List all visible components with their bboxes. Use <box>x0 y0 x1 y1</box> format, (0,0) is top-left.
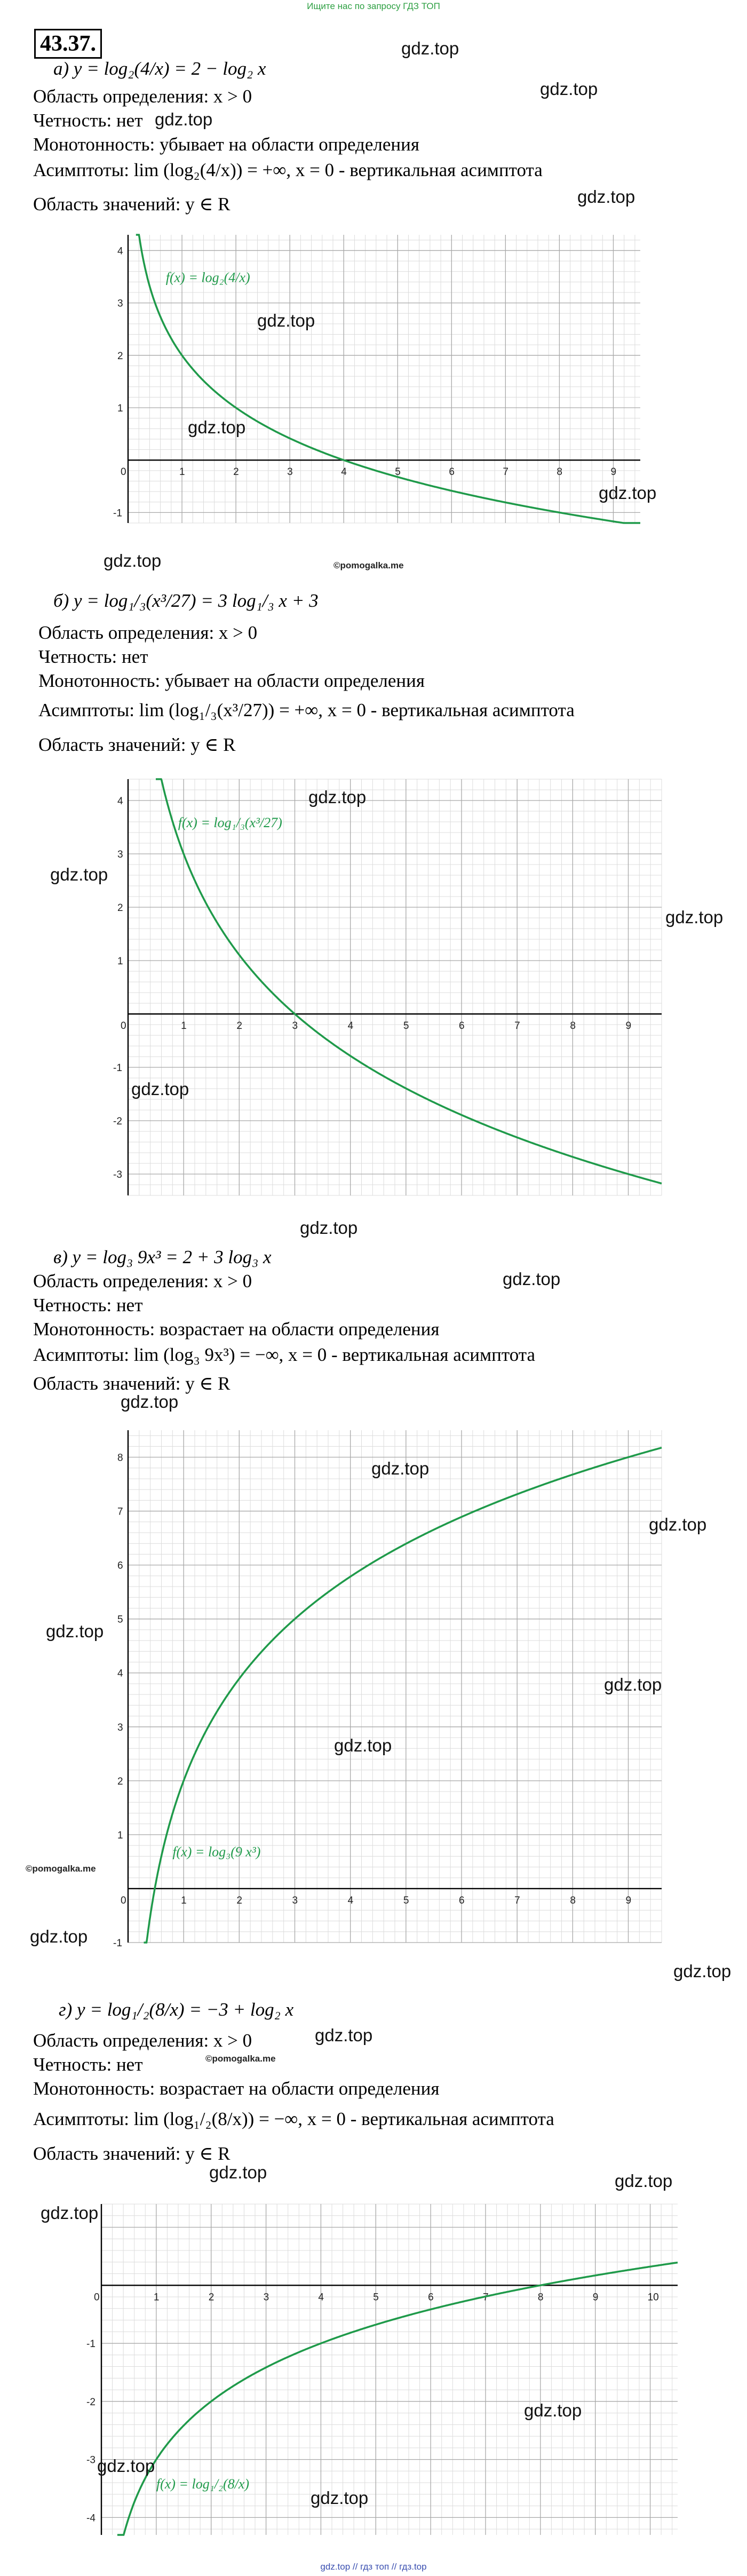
watermark: gdz.top <box>524 2400 582 2420</box>
part-c-plot <box>107 1409 683 1964</box>
watermark: gdz.top <box>131 1079 189 1099</box>
y-tick-label: -1 <box>113 508 122 519</box>
x-tick-label: 9 <box>625 1020 632 1032</box>
x-tick-label: 8 <box>537 2292 544 2303</box>
y-tick-label: -1 <box>113 1938 122 1949</box>
y-tick-label: 3 <box>117 849 123 860</box>
x-tick-label: 4 <box>347 1895 354 1906</box>
copyright-watermark: ©pomogalka.me <box>26 1864 96 1874</box>
y-tick-label: 1 <box>117 1829 123 1841</box>
watermark: gdz.top <box>604 1675 662 1694</box>
x-tick-label: 2 <box>236 1020 242 1032</box>
function-label: f(x) = log₃(9 x³) <box>172 1844 261 1860</box>
y-tick-label: 2 <box>117 350 123 362</box>
part-a-heading: а) y = log₂(4/x) = 2 − log₂ x <box>53 58 266 79</box>
watermark: gdz.top <box>104 551 162 570</box>
x-tick-label: 7 <box>514 1020 520 1032</box>
watermark: gdz.top <box>615 2171 673 2191</box>
part-d-plot <box>80 2183 699 2556</box>
part-d-graph <box>80 2183 699 2556</box>
part-c-heading: в) y = log₃ 9x³ = 2 + 3 log₃ x <box>53 1247 272 1267</box>
watermark: gdz.top <box>188 417 246 437</box>
x-tick-label: 7 <box>483 2292 489 2303</box>
y-tick-label: 6 <box>117 1560 123 1572</box>
watermark: gdz.top <box>308 787 367 807</box>
x-tick-label: 6 <box>428 2292 434 2303</box>
watermark: gdz.top <box>41 2203 99 2223</box>
watermark: gdz.top <box>209 2162 267 2182</box>
part-d-heading: г) y = log₁/₂(8/x) = −3 + log₂ x <box>59 1999 294 2020</box>
part-b-domain: Область определения: x > 0 <box>38 622 258 643</box>
y-tick-label: 3 <box>117 1722 123 1733</box>
part-d-parity: Четность: нет <box>33 2054 143 2075</box>
x-tick-label: 6 <box>459 1895 465 1906</box>
top-banner[interactable]: Ищите нас по запросу ГДЗ ТОП <box>307 1 440 11</box>
x-tick-label: 6 <box>459 1020 465 1032</box>
watermark: gdz.top <box>503 1269 561 1289</box>
x-tick-label: 9 <box>625 1895 632 1906</box>
part-a-graph <box>107 213 662 544</box>
function-label: f(x) = log₂(4/x) <box>165 270 250 286</box>
x-tick-label: 8 <box>557 466 562 478</box>
x-tick-label: 2 <box>236 1895 242 1906</box>
part-b-heading: б) y = log₁/₃(x³/27) = 3 log₁/₃ x + 3 <box>53 590 319 611</box>
part-a-domain: Область определения: x > 0 <box>33 86 252 107</box>
y-tick-label: -3 <box>113 1169 122 1180</box>
x-tick-label: 0 <box>121 1020 126 1032</box>
part-d-asymptote: Асимптоты: lim (log₁/₂(8/x)) = −∞, x = 0 - вертикальная асимптота <box>33 2109 554 2129</box>
watermark: gdz.top <box>97 2456 155 2476</box>
watermark: gdz.top <box>599 483 657 503</box>
x-tick-label: 7 <box>503 466 508 478</box>
x-tick-label: 0 <box>94 2292 100 2303</box>
y-tick-label: -2 <box>113 1116 122 1127</box>
part-c-asymptote: Асимптоты: lim (log₃ 9x³) = −∞, x = 0 - вертикальная асимптота <box>33 1344 536 1365</box>
watermark: gdz.top <box>50 865 108 884</box>
watermark: gdz.top <box>315 2025 373 2045</box>
x-tick-label: 8 <box>570 1895 576 1906</box>
x-tick-label: 5 <box>403 1020 409 1032</box>
y-tick-label: 5 <box>117 1614 123 1626</box>
x-tick-label: 8 <box>570 1020 576 1032</box>
watermark: gdz.top <box>257 311 315 330</box>
x-tick-label: 4 <box>347 1020 354 1032</box>
x-tick-label: 1 <box>181 1895 187 1906</box>
x-tick-label: 1 <box>153 2292 160 2303</box>
part-b-range: Область значений: y ∈ R <box>38 734 236 755</box>
x-tick-label: 4 <box>318 2292 324 2303</box>
watermark: gdz.top <box>300 1218 358 1238</box>
part-d-domain: Область определения: x > 0 <box>33 2030 252 2051</box>
x-tick-label: 2 <box>233 466 239 478</box>
part-d-monotonicity: Монотонность: возрастает на области определения <box>33 2078 440 2099</box>
y-tick-label: 1 <box>117 403 123 414</box>
x-tick-label: 7 <box>514 1895 520 1906</box>
watermark: gdz.top <box>673 1961 732 1981</box>
x-tick-label: 1 <box>179 466 185 478</box>
y-tick-label: 8 <box>117 1452 123 1464</box>
watermark: gdz.top <box>121 1392 179 1412</box>
part-b-monotonicity: Монотонность: убывает на области определения <box>38 670 425 691</box>
part-c-parity: Четность: нет <box>33 1295 143 1315</box>
part-b-plot <box>107 758 683 1217</box>
part-a-parity: Четность: нет <box>33 110 143 131</box>
y-tick-label: -1 <box>113 1063 122 1074</box>
part-c-monotonicity: Монотонность: возрастает на области определения <box>33 1319 440 1339</box>
x-tick-label: 0 <box>121 466 126 478</box>
x-tick-label: 3 <box>292 1020 298 1032</box>
part-c-range: Область значений: y ∈ R <box>33 1373 231 1394</box>
watermark: gdz.top <box>155 109 213 129</box>
x-tick-label: 10 <box>647 2292 659 2303</box>
function-label: f(x) = log₁/₃(x³/27) <box>178 815 282 830</box>
x-tick-label: 2 <box>208 2292 214 2303</box>
y-tick-label: 4 <box>117 1668 123 1679</box>
part-c-domain: Область определения: x > 0 <box>33 1271 252 1291</box>
y-tick-label: -2 <box>86 2396 96 2408</box>
x-tick-label: 9 <box>592 2292 599 2303</box>
x-tick-label: 3 <box>263 2292 269 2303</box>
watermark: gdz.top <box>371 1459 430 1478</box>
x-tick-label: 0 <box>121 1895 126 1906</box>
x-tick-label: 5 <box>403 1895 409 1906</box>
y-tick-label: 1 <box>117 956 123 967</box>
part-b-parity: Четность: нет <box>38 646 148 667</box>
part-a-monotonicity: Монотонность: убывает на области определения <box>33 134 419 155</box>
y-tick-label: 4 <box>117 245 123 257</box>
watermark: gdz.top <box>334 1735 392 1755</box>
part-b-asymptote: Асимптоты: lim (log₁/₃(x³/27)) = +∞, x = 0 - вертикальная асимптота <box>38 700 575 720</box>
part-a-plot <box>107 213 662 544</box>
y-tick-label: -1 <box>86 2339 96 2350</box>
watermark: gdz.top <box>30 1927 88 1946</box>
x-tick-label: 4 <box>341 466 347 478</box>
watermark: gdz.top <box>665 907 724 927</box>
x-tick-label: 1 <box>181 1020 187 1032</box>
part-a-asymptote: Асимптоты: lim (log₂(4/x)) = +∞, x = 0 - вертикальная асимптота <box>33 160 543 180</box>
watermark: gdz.top <box>649 1515 707 1534</box>
x-tick-label: 3 <box>292 1895 298 1906</box>
y-tick-label: 2 <box>117 1776 123 1787</box>
watermark: gdz.top <box>46 1621 104 1641</box>
y-tick-label: 2 <box>117 902 123 914</box>
y-tick-label: -4 <box>86 2512 96 2524</box>
y-tick-label: 4 <box>117 796 123 807</box>
x-tick-label: 5 <box>395 466 401 478</box>
x-tick-label: 6 <box>449 466 455 478</box>
problem-number: 43.37. <box>34 29 102 59</box>
watermark: gdz.top <box>540 79 598 99</box>
part-c-graph <box>107 1409 683 1964</box>
x-tick-label: 3 <box>287 466 293 478</box>
function-curve <box>156 779 662 1184</box>
copyright-watermark: ©pomogalka.me <box>205 2054 276 2064</box>
x-tick-label: 9 <box>610 466 617 478</box>
copyright-watermark: ©pomogalka.me <box>333 560 404 570</box>
x-tick-label: 5 <box>373 2292 379 2303</box>
watermark: gdz.top <box>401 38 459 58</box>
function-label: f(x) = log₁/₂(8/x) <box>156 2476 250 2492</box>
part-a-range: Область значений: y ∈ R <box>33 194 231 215</box>
y-tick-label: 3 <box>117 298 123 310</box>
bottom-banner[interactable]: gdz.top // гдз топ // гдз.top <box>320 2562 427 2572</box>
watermark: gdz.top <box>311 2488 369 2508</box>
part-d-range: Область значений: y ∈ R <box>33 2143 231 2164</box>
watermark: gdz.top <box>577 187 635 207</box>
part-b-graph <box>107 758 683 1217</box>
y-tick-label: 7 <box>117 1506 123 1518</box>
y-tick-label: -3 <box>86 2454 96 2466</box>
